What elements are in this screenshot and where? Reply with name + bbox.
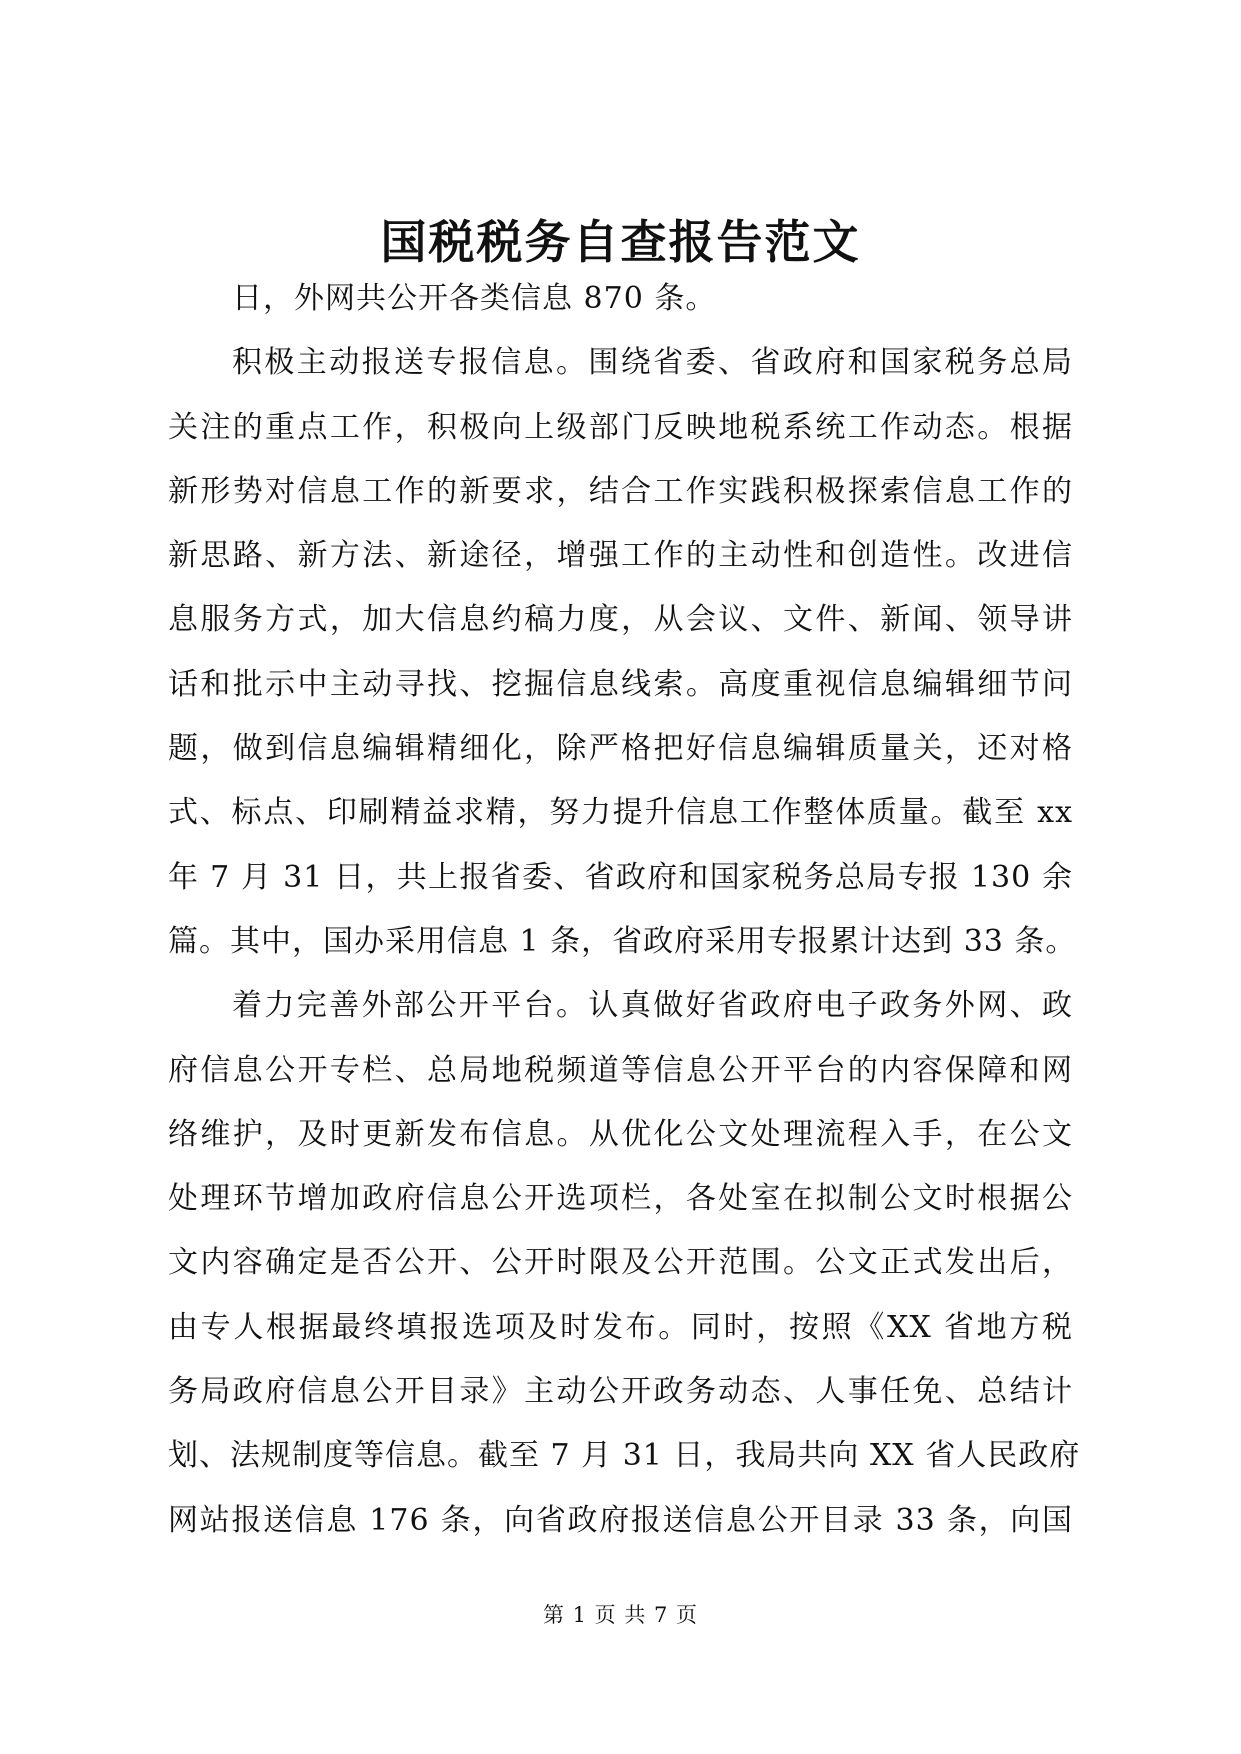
body-line: 府信息公开专栏、总局地税频道等信息公开平台的内容保障和网 xyxy=(168,1052,1073,1088)
body-line: 文内容确定是否公开、公开时限及公开范围。公文正式发出后， xyxy=(168,1245,1073,1281)
body-line: 务局政府信息公开目录》主动公开政务动态、人事任免、总结计 xyxy=(168,1374,1073,1410)
body-line: 日，外网共公开各类信息 870 条。 xyxy=(232,281,717,316)
document-body xyxy=(168,267,1081,1553)
body-line: 关注的重点工作，积极向上级部门反映地税系统工作动态。根据 xyxy=(168,409,1073,445)
body-line: 着力完善外部公开平台。认真做好省政府电子政务外网、政 xyxy=(232,988,1073,1024)
body-line: 话和批示中主动寻找、挖掘信息线索。高度重视信息编辑细节问 xyxy=(168,666,1073,702)
body-line: 积极主动报送专报信息。围绕省委、省政府和国家税务总局 xyxy=(232,345,1073,381)
body-line: 新思路、新方法、新途径，增强工作的主动性和创造性。改进信 xyxy=(168,538,1073,574)
page-footer: 第 1 页 共 7 页 xyxy=(542,1603,699,1627)
body-line: 年 7 月 31 日，共上报省委、省政府和国家税务总局专报 130 余 xyxy=(168,859,1073,895)
document-title: 国税税务自查报告范文 xyxy=(380,215,861,269)
body-line: 题，做到信息编辑精细化，除严格把好信息编辑质量关，还对格 xyxy=(168,731,1073,767)
body-line: 息服务方式，加大信息约稿力度，从会议、文件、新闻、领导讲 xyxy=(168,602,1073,638)
body-line: 络维护，及时更新发布信息。从优化公文处理流程入手，在公文 xyxy=(168,1116,1073,1152)
body-line: 划、法规制度等信息。截至 7 月 31 日，我局共向 XX 省人民政府 xyxy=(168,1438,1081,1474)
body-line: 处理环节增加政府信息公开选项栏，各处室在拟制公文时根据公 xyxy=(168,1181,1073,1217)
body-line: 篇。其中，国办采用信息 1 条，省政府采用专报累计达到 33 条。 xyxy=(168,923,1077,959)
body-line: 式、标点、印刷精益求精，努力提升信息工作整体质量。截至 xx xyxy=(168,795,1073,831)
body-line: 由专人根据最终填报选项及时发布。同时，按照《XX 省地方税 xyxy=(168,1309,1073,1345)
body-line: 网站报送信息 176 条，向省政府报送信息公开目录 33 条，向国 xyxy=(168,1502,1073,1538)
body-line: 新形势对信息工作的新要求，结合工作实践积极探索信息工作的 xyxy=(168,473,1073,509)
